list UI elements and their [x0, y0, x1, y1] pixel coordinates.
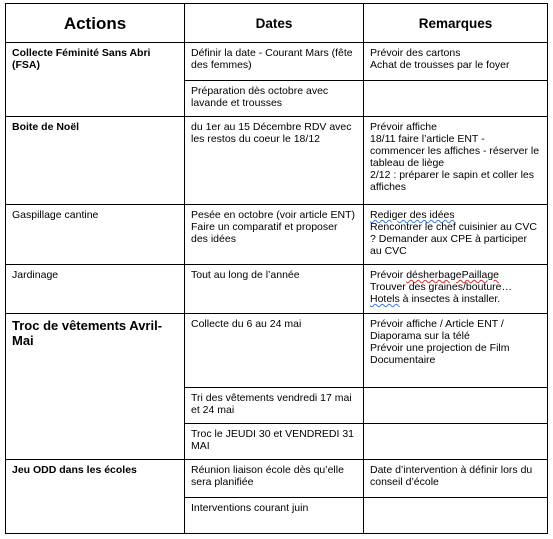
action-fsa: Collecte Féminité Sans Abri (FSA) — [6, 43, 185, 117]
header-dates: Dates — [185, 4, 364, 43]
date-cell: du 1er au 15 Décembre RDV avec les restos du coeur le 18/12 — [185, 117, 364, 205]
date-cell: Troc le JEUDI 30 et VENDREDI 31 MAI — [185, 424, 364, 460]
remark-line: Achat de trousses par le foyer — [370, 59, 510, 71]
remark-cell: Date d’intervention à définir lors du conseil d’école — [364, 460, 548, 498]
action-gaspillage: Gaspillage cantine — [6, 205, 185, 265]
action-odd: Jeu ODD dans les écoles — [6, 460, 185, 534]
remark-line: 2/12 : préparer le sapin et coller les affiches — [370, 169, 535, 193]
remark-line — [370, 293, 541, 305]
remark-cell — [364, 498, 548, 534]
remark-text-flagged: Hotels — [370, 293, 400, 305]
date-cell: Définir la date - Courant Mars (fête des femmes) — [185, 43, 364, 81]
date-cell: Réunion liaison école dès qu’elle sera planifiée — [185, 460, 364, 498]
table-row — [6, 314, 548, 388]
remark-line: Rediger des idées — [370, 209, 455, 221]
remark-line: Prévoir des cartons — [370, 47, 461, 59]
remark-text-misspelled: désherbagePaillage — [406, 269, 500, 281]
remark-line: Prévoir affiche / Article ENT / Diaporama sur la télé — [370, 318, 504, 342]
remark-cell — [364, 81, 548, 117]
remark-line: Prévoir affiche — [370, 121, 437, 133]
remark-line: Prévoir une projection de Film Documentaire — [370, 342, 510, 366]
remark-cell — [364, 314, 548, 388]
remark-line: 18/11 faire l’article ENT - commencer les affiches - réserver le tableau de liège — [370, 133, 540, 169]
table-row — [6, 265, 548, 314]
remark-cell — [364, 424, 548, 460]
remark-line: Trouver des graines/bouture… — [370, 281, 513, 293]
date-cell: Interventions courant juin — [185, 498, 364, 534]
date-cell: Préparation dès octobre avec lavande et trousses — [185, 81, 364, 117]
header-actions: Actions — [6, 4, 185, 43]
table-row — [6, 117, 548, 205]
action-jardinage: Jardinage — [6, 265, 185, 314]
remark-cell — [364, 43, 548, 81]
remark-text: à insectes à installer. — [399, 293, 501, 305]
remark-cell — [364, 205, 548, 265]
remark-cell — [364, 117, 548, 205]
remark-cell — [364, 388, 548, 424]
date-cell: Tri des vêtements vendredi 17 mai et 24 mai — [185, 388, 364, 424]
table-row — [6, 43, 548, 81]
action-troc: Troc de vêtements Avril-Mai — [6, 314, 185, 460]
remark-text: Prévoir — [370, 269, 407, 281]
remark-cell — [364, 265, 548, 314]
header-row — [6, 4, 548, 43]
date-cell: Collecte du 6 au 24 mai — [185, 314, 364, 388]
date-cell: Tout au long de l’année — [185, 265, 364, 314]
table-row — [6, 460, 548, 498]
header-remarques: Remarques — [364, 4, 548, 43]
remark-line: Rencontrer le chef cuisinier au CVC ? Demander aux CPE à participer au CVC — [370, 221, 537, 257]
remark-line — [370, 269, 541, 281]
table-row — [6, 205, 548, 265]
action-noel: Boite de Noël — [6, 117, 185, 205]
date-cell: Pesée en octobre (voir article ENT) Faire un comparatif et proposer des idées — [185, 205, 364, 265]
actions-table — [5, 3, 548, 534]
